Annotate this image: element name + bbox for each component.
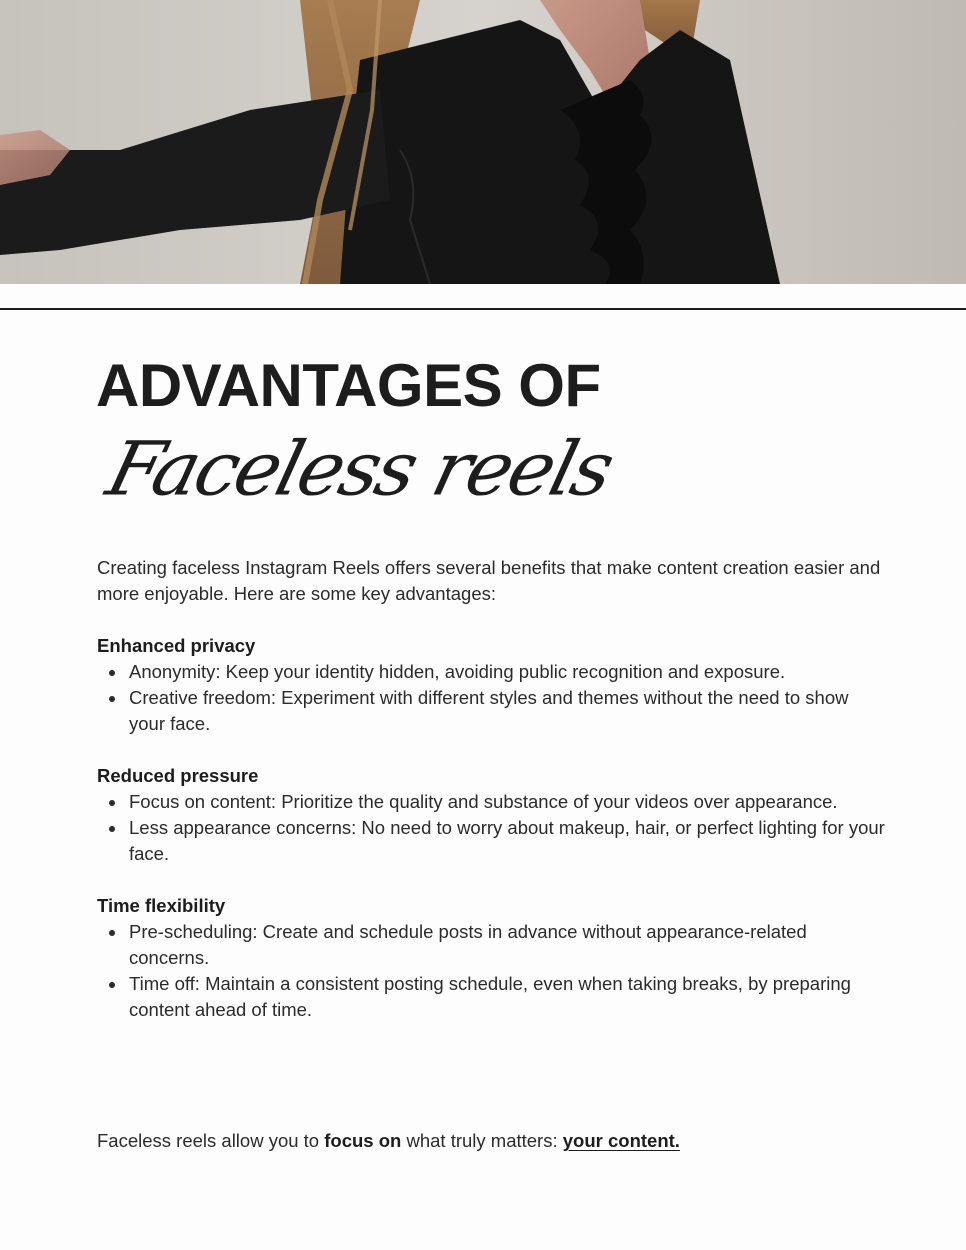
list-item: Focus on content: Prioritize the quality and substance of your videos over appearance. [97,789,887,815]
section-title-time: Time flexibility [97,895,226,916]
closing-text-pre: Faceless reels allow you to [97,1130,325,1151]
closing-emphasis: focus on [324,1130,402,1151]
section-title-privacy: Enhanced privacy [97,635,256,656]
list-item: Time off: Maintain a consistent posting schedule, even when taking breaks, by preparing content ahead of time. [97,971,887,1023]
article-body [97,555,887,1049]
bullet-list-pressure [97,789,887,867]
script-subtitle: Faceless reels [98,424,621,513]
closing-text-mid: what truly matters: [401,1130,563,1151]
list-item: Creative freedom: Experiment with different styles and themes without the need to show your face. [97,685,887,737]
bullet-list-privacy [97,659,887,737]
list-item: Anonymity: Keep your identity hidden, avoiding public recognition and exposure. [97,659,887,685]
page-title: ADVANTAGES OF [96,352,601,419]
bullet-list-time [97,919,887,1023]
section-title-pressure: Reduced pressure [97,765,259,786]
list-item: Less appearance concerns: No need to worry about makeup, hair, or perfect lighting for your face. [97,815,887,867]
closing-statement [97,1128,680,1154]
intro-paragraph: Creating faceless Instagram Reels offers several benefits that make content creation easier and more enjoyable. Here are some key advantages: [97,557,881,604]
section-divider [0,308,966,310]
woman-in-black-blouse-photo [0,0,966,284]
list-item: Pre-scheduling: Create and schedule posts in advance without appearance-related concerns. [97,919,887,971]
your-content-link: your content. [562,1130,680,1151]
hero-photo [0,0,966,284]
